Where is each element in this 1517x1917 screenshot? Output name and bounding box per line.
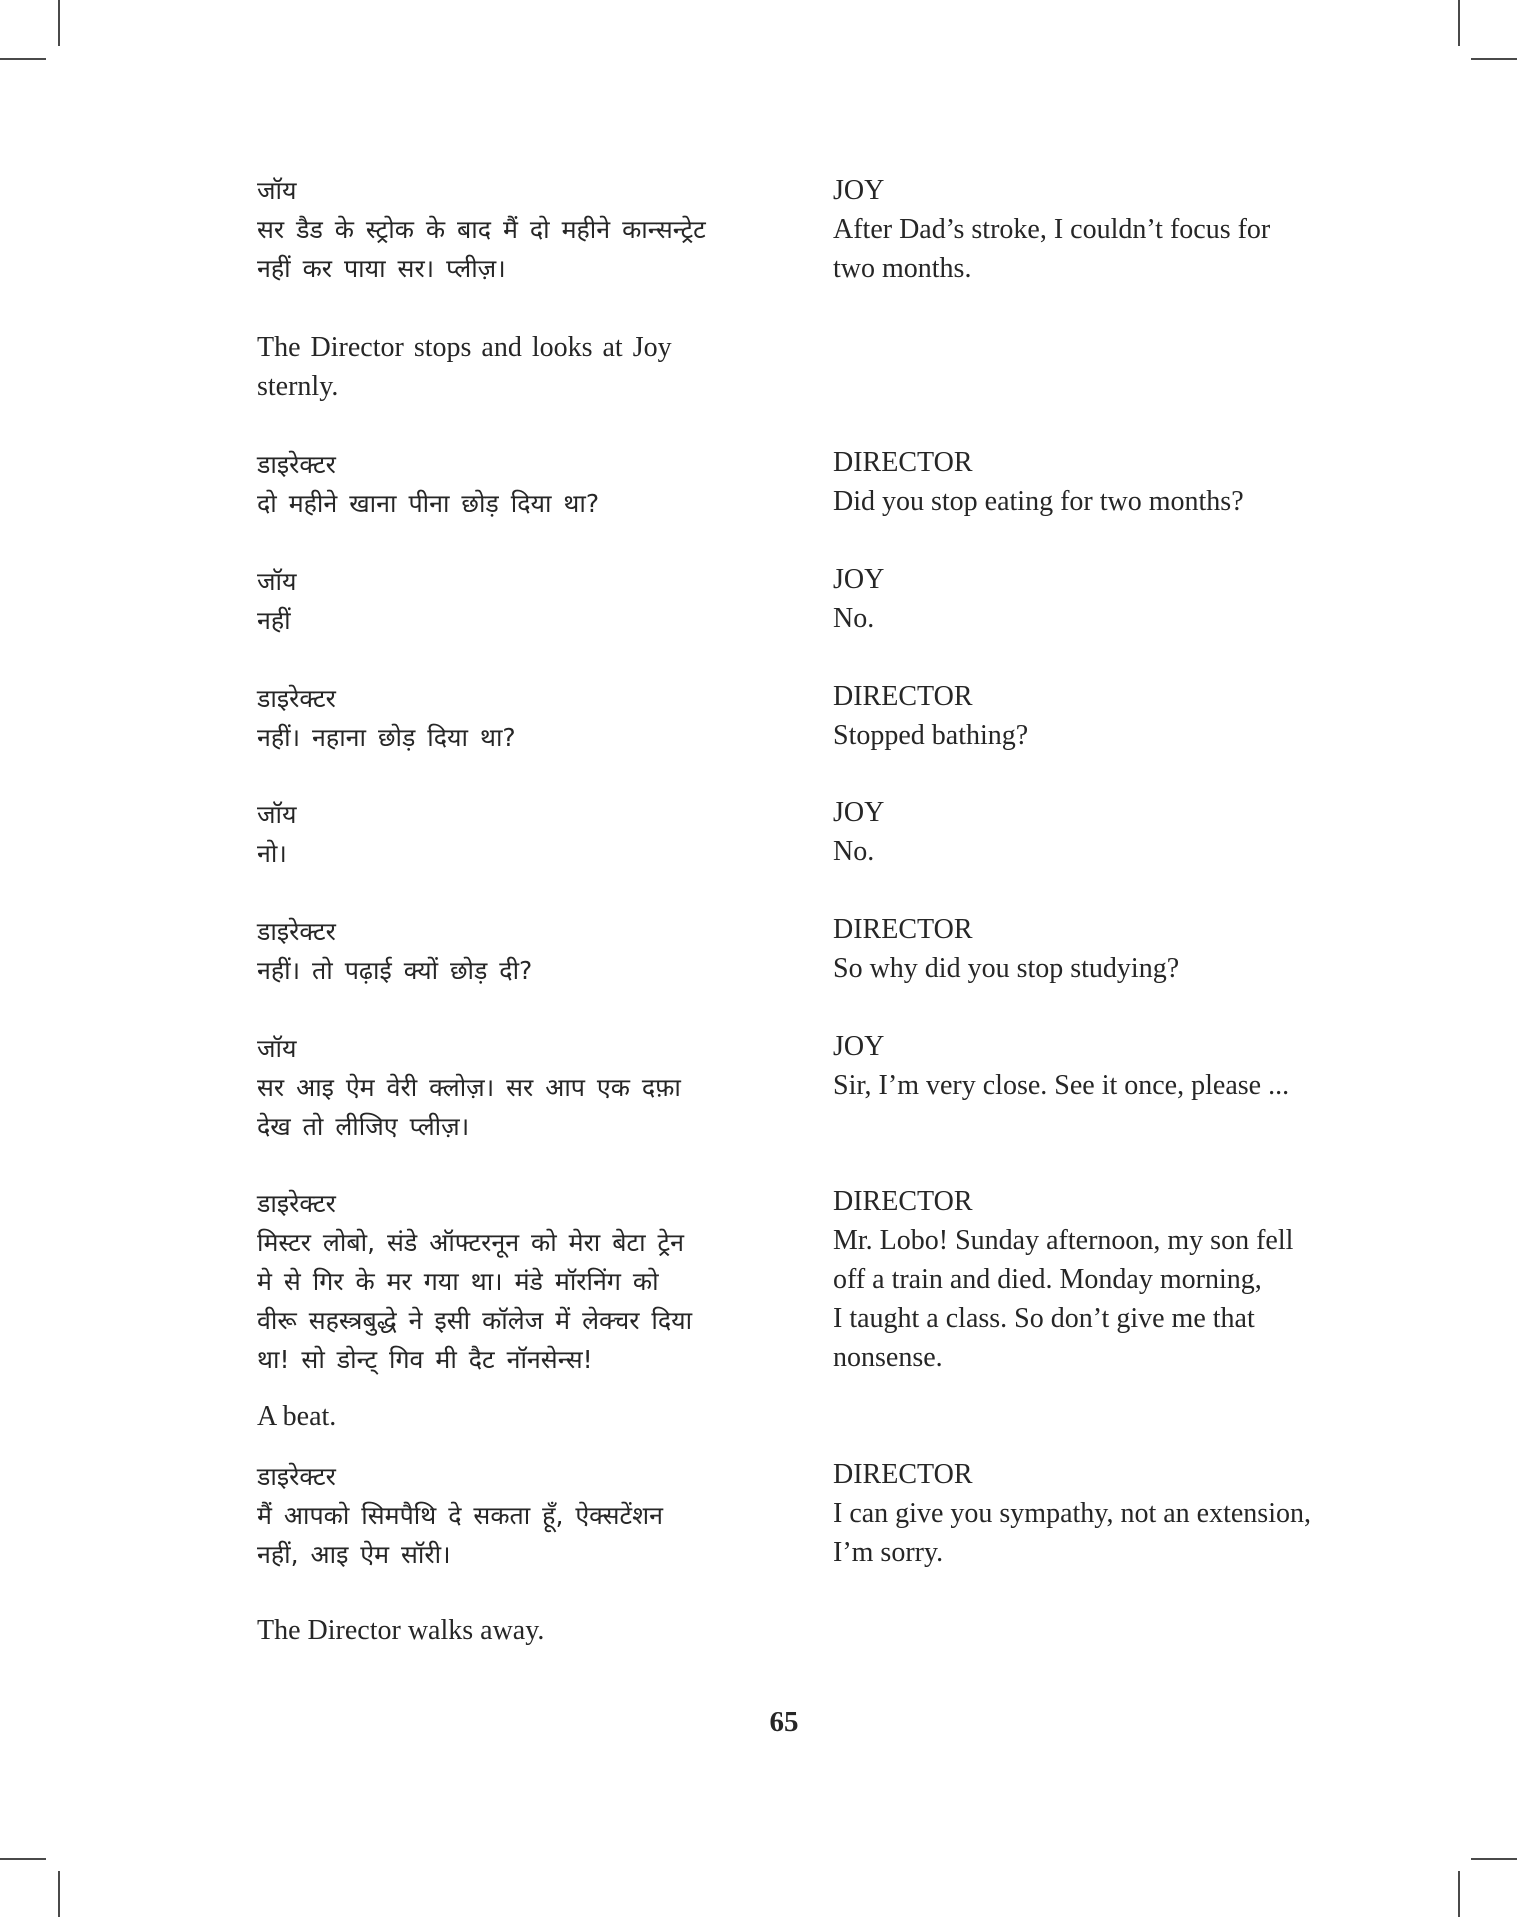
dialogue-line: नहीं। तो पढ़ाई क्यों छोड़ दी? <box>257 956 533 985</box>
action-text: sternly. <box>257 371 339 402</box>
speaker-name: JOY <box>833 797 885 828</box>
crop-mark <box>0 58 46 60</box>
crop-mark <box>1458 1871 1460 1917</box>
speaker-name: जॉय <box>257 567 297 596</box>
action-line <box>257 328 735 406</box>
dialogue-block <box>257 562 735 640</box>
dialogue-block <box>257 1184 735 1379</box>
speaker-name: JOY <box>833 1031 885 1062</box>
speaker-name: डाइरेक्टर <box>257 917 336 946</box>
dialogue-block <box>257 679 735 757</box>
speaker-name: DIRECTOR <box>833 1459 973 1490</box>
dialogue-line: Did you stop eating for two months? <box>833 486 1244 517</box>
dialogue-line: नो। <box>257 839 287 868</box>
dialogue-block <box>833 910 1308 988</box>
dialogue-block <box>257 445 735 523</box>
speaker-name: DIRECTOR <box>833 447 973 478</box>
crop-mark <box>58 1871 60 1917</box>
speaker-name: DIRECTOR <box>833 914 973 945</box>
dialogue-line: मे से गिर के मर गया था। मंडे मॉरनिंग को <box>257 1267 659 1296</box>
dialogue-block <box>833 443 1308 521</box>
page-number: 65 <box>769 1706 799 1738</box>
crop-mark <box>1471 58 1517 60</box>
dialogue-line: two months. <box>833 253 972 284</box>
crop-mark <box>58 0 60 46</box>
crop-mark <box>1458 0 1460 46</box>
dialogue-block <box>833 1455 1311 1572</box>
dialogue-block <box>257 171 735 288</box>
dialogue-block <box>257 1029 735 1146</box>
dialogue-line: I taught a class. So don’t give me that <box>833 1303 1255 1334</box>
dialogue-line: nonsense. <box>833 1342 943 1373</box>
dialogue-block <box>833 793 1308 871</box>
dialogue-line: मैं आपको सिमपैथि दे सकता हूँ, ऐक्सटेंशन <box>257 1501 664 1530</box>
dialogue-block <box>257 795 735 873</box>
dialogue-line: देख तो लीजिए प्लीज़। <box>257 1112 470 1141</box>
dialogue-line: सर आइ ऐम वेरी क्लोज़। सर आप एक दफ़ा <box>257 1073 681 1102</box>
dialogue-line: off a train and died. Monday morning, <box>833 1264 1262 1295</box>
dialogue-line: नहीं कर पाया सर। प्लीज़। <box>257 254 506 283</box>
speaker-name: डाइरेक्टर <box>257 684 336 713</box>
dialogue-line: Stopped bathing? <box>833 720 1029 751</box>
dialogue-line: नहीं <box>257 606 291 635</box>
speaker-name: डाइरेक्टर <box>257 450 336 479</box>
action-line <box>257 1397 735 1436</box>
dialogue-line: Sir, I’m very close. See it once, please ... <box>833 1070 1290 1101</box>
speaker-name: जॉय <box>257 176 297 205</box>
action-text: The Director stops and looks at Joy <box>257 332 672 363</box>
dialogue-line: Mr. Lobo! Sunday afternoon, my son fell <box>833 1225 1294 1256</box>
speaker-name: JOY <box>833 564 885 595</box>
dialogue-block <box>833 677 1308 755</box>
speaker-name: JOY <box>833 175 885 206</box>
dialogue-line: No. <box>833 603 875 634</box>
dialogue-line: था! सो डोन्ट् गिव मी दैट नॉनसेन्स! <box>257 1345 593 1374</box>
dialogue-line: No. <box>833 836 875 867</box>
crop-mark <box>0 1858 46 1860</box>
action-text: The Director walks away. <box>257 1615 545 1646</box>
dialogue-line: दो महीने खाना पीना छोड़ दिया था? <box>257 489 600 518</box>
dialogue-block <box>833 171 1308 288</box>
dialogue-block <box>257 1457 735 1574</box>
dialogue-block <box>257 912 735 990</box>
dialogue-block <box>833 1182 1308 1377</box>
speaker-name: जॉय <box>257 800 297 829</box>
dialogue-block <box>833 1027 1308 1105</box>
speaker-name: डाइरेक्टर <box>257 1189 336 1218</box>
dialogue-line: मिस्टर लोबो, संडे ऑफ्टरनून को मेरा बेटा ट्रेन <box>257 1228 685 1257</box>
dialogue-block <box>833 560 1308 638</box>
speaker-name: डाइरेक्टर <box>257 1462 336 1491</box>
dialogue-line: After Dad’s stroke, I couldn’t focus for <box>833 214 1271 245</box>
dialogue-line: वीरू सहस्त्रबुद्धे ने इसी कॉलेज में लेक्चर दिया <box>257 1306 693 1335</box>
dialogue-line: I can give you sympathy, not an extension, <box>833 1498 1311 1529</box>
crop-mark <box>1471 1858 1517 1860</box>
action-line <box>257 1611 735 1650</box>
speaker-name: DIRECTOR <box>833 681 973 712</box>
dialogue-line: नहीं, आइ ऐम सॉरी। <box>257 1540 451 1569</box>
dialogue-line: So why did you stop studying? <box>833 953 1180 984</box>
dialogue-line: I’m sorry. <box>833 1537 944 1568</box>
action-text: A beat. <box>257 1401 337 1432</box>
dialogue-line: नहीं। नहाना छोड़ दिया था? <box>257 723 516 752</box>
speaker-name: जॉय <box>257 1034 297 1063</box>
dialogue-line: सर डैड के स्ट्रोक के बाद मैं दो महीने कान्सन्ट्रेट <box>257 215 706 244</box>
speaker-name: DIRECTOR <box>833 1186 973 1217</box>
